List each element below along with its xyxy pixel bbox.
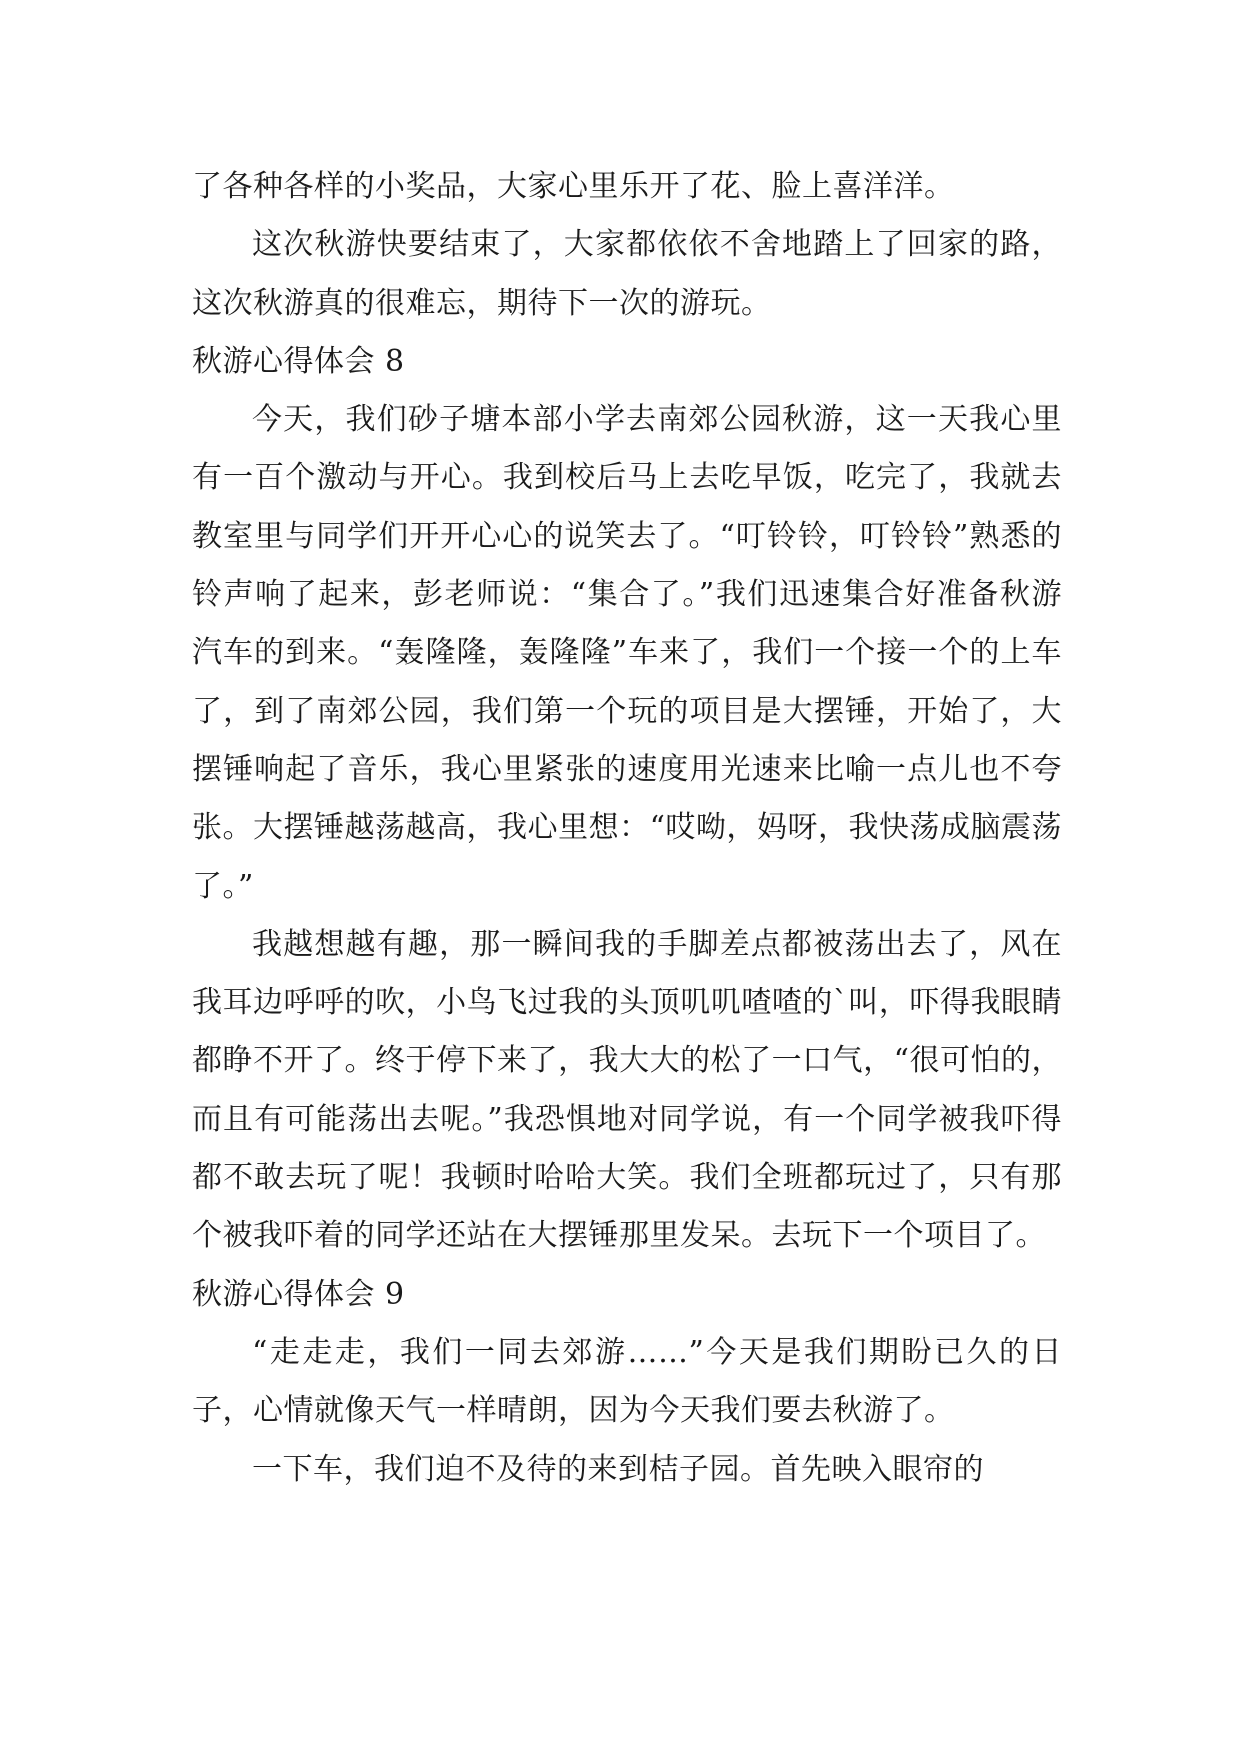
section-heading-8: 秋游心得体会 8 (192, 343, 405, 379)
paragraph-2: 这次秋游快要结束了，大家都依依不舍地踏上了回家的路，这次秋游真的很难忘，期待下一次的游玩。 (192, 227, 1062, 321)
paragraph-1: 了各种各样的小奖品，大家心里乐开了花、脸上喜洋洋。 (192, 169, 955, 204)
paragraph-5: “走走走，我们一同去郊游……”今天是我们期盼已久的日子，心情就像天气一样晴朗，因为今天我们要去秋游了。 (192, 1334, 1062, 1429)
document-body (192, 158, 1062, 1499)
paragraph-4: 我越想越有趣，那一瞬间我的手脚差点都被荡出去了，风在我耳边呼呼的吹，小鸟飞过我的头顶叽叽喳喳的`叫，吓得我眼睛都睁不开了。终于停下来了，我大大的松了一口气，“很可怕的，而且有可能荡出去呢。”我恐惧地对同学说，有一个同学被我吓得都不敢去玩了呢！我顿时哈哈大笑。我们全班都玩过了，只有那个被我吓着的同学还站在大摆锤那里发呆。去玩下一个项目了。 (192, 926, 1062, 1254)
section-heading-9: 秋游心得体会 9 (192, 1276, 405, 1312)
paragraph-6: 一下车，我们迫不及待的来到桔子园。首先映入眼帘的 (252, 1451, 984, 1487)
paragraph-3: 今天，我们砂子塘本部小学去南郊公园秋游，这一天我心里有一百个激动与开心。我到校后马上去吃早饭，吃完了，我就去教室里与同学们开开心心的说笑去了。“叮铃铃，叮铃铃”熟悉的铃声响了起来，彭老师说：“集合了。”我们迅速集合好准备秋游汽车的到来。“轰隆隆，轰隆隆”车来了，我们一个接一个的上车了，到了南郊公园，我们第一个玩的项目是大摆锤，开始了，大摆锤响起了音乐，我心里紧张的速度用光速来比喻一点儿也不夸张。大摆锤越荡越高，我心里想：“哎呦，妈呀，我快荡成脑震荡了。” (192, 402, 1062, 904)
